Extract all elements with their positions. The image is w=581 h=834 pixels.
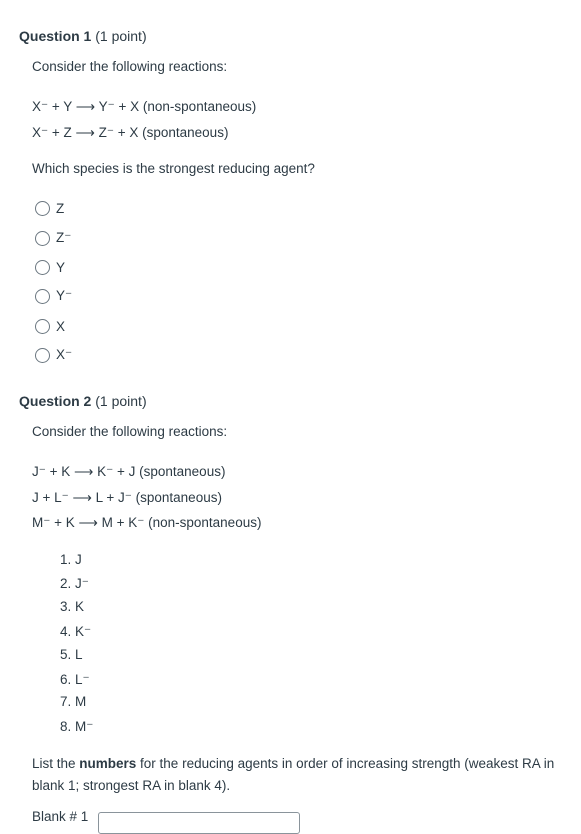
radio-button[interactable] [35,260,50,275]
option-label: X⁻ [56,347,73,362]
question-1-title: Question 1 [19,28,92,44]
q1-option-z-minus[interactable] [35,228,71,248]
question-2-instruction [32,753,567,797]
radio-button[interactable] [35,289,50,304]
question-1-header [19,28,147,44]
option-label: X [56,318,66,334]
list-item: 1. J [60,552,82,567]
question-2-intro: Consider the following reactions: [32,424,228,439]
option-label: Y⁻ [56,288,73,303]
q1-option-y-minus[interactable] [35,286,72,306]
question-2-title: Question 2 [19,393,92,409]
question-1-reaction-2: X⁻ + Z ⟶ Z⁻ + X (spontaneous) [32,125,229,140]
instruction-text: List the [32,756,80,771]
option-label: Z⁻ [56,230,72,245]
question-1-prompt: Which species is the strongest reducing agent? [32,161,315,176]
list-item: 5. L [60,647,83,662]
q1-option-x[interactable] [35,316,65,336]
list-item: 2. J⁻ [60,576,89,591]
radio-button[interactable] [35,319,50,334]
list-item: 4. K⁻ [60,624,92,639]
radio-button[interactable] [35,348,50,363]
q1-option-x-minus[interactable] [35,345,72,365]
question-2-points: (1 point) [95,393,147,409]
option-label: Y [56,259,66,275]
question-2-header [19,393,147,409]
list-item: 6. L⁻ [60,672,90,687]
question-2-reaction-2: J + L⁻ ⟶ L + J⁻ (spontaneous) [32,490,222,505]
list-item: 3. K [60,599,85,614]
question-2-reaction-3: M⁻ + K ⟶ M + K⁻ (non-spontaneous) [32,515,262,530]
list-item: 7. M [60,694,87,709]
radio-button[interactable] [35,231,50,246]
question-1-reaction-1: X⁻ + Y ⟶ Y⁻ + X (non-spontaneous) [32,99,257,114]
question-2-reaction-1: J⁻ + K ⟶ K⁻ + J (spontaneous) [32,464,226,479]
option-label: Z [56,200,65,216]
question-1-intro: Consider the following reactions: [32,59,228,74]
question-1-points: (1 point) [95,28,147,44]
blank-1-input[interactable] [98,812,300,834]
q1-option-z[interactable] [35,198,64,218]
radio-button[interactable] [35,201,50,216]
instruction-text: for the reducing agents in order of increasing strength (weakest RA in blank 1; strongest RA in blank 4). [32,756,555,793]
instruction-emphasis: numbers [79,756,137,771]
q1-option-y[interactable] [35,257,65,277]
blank-1-label: Blank # 1 [32,809,89,824]
list-item: 8. M⁻ [60,719,94,734]
